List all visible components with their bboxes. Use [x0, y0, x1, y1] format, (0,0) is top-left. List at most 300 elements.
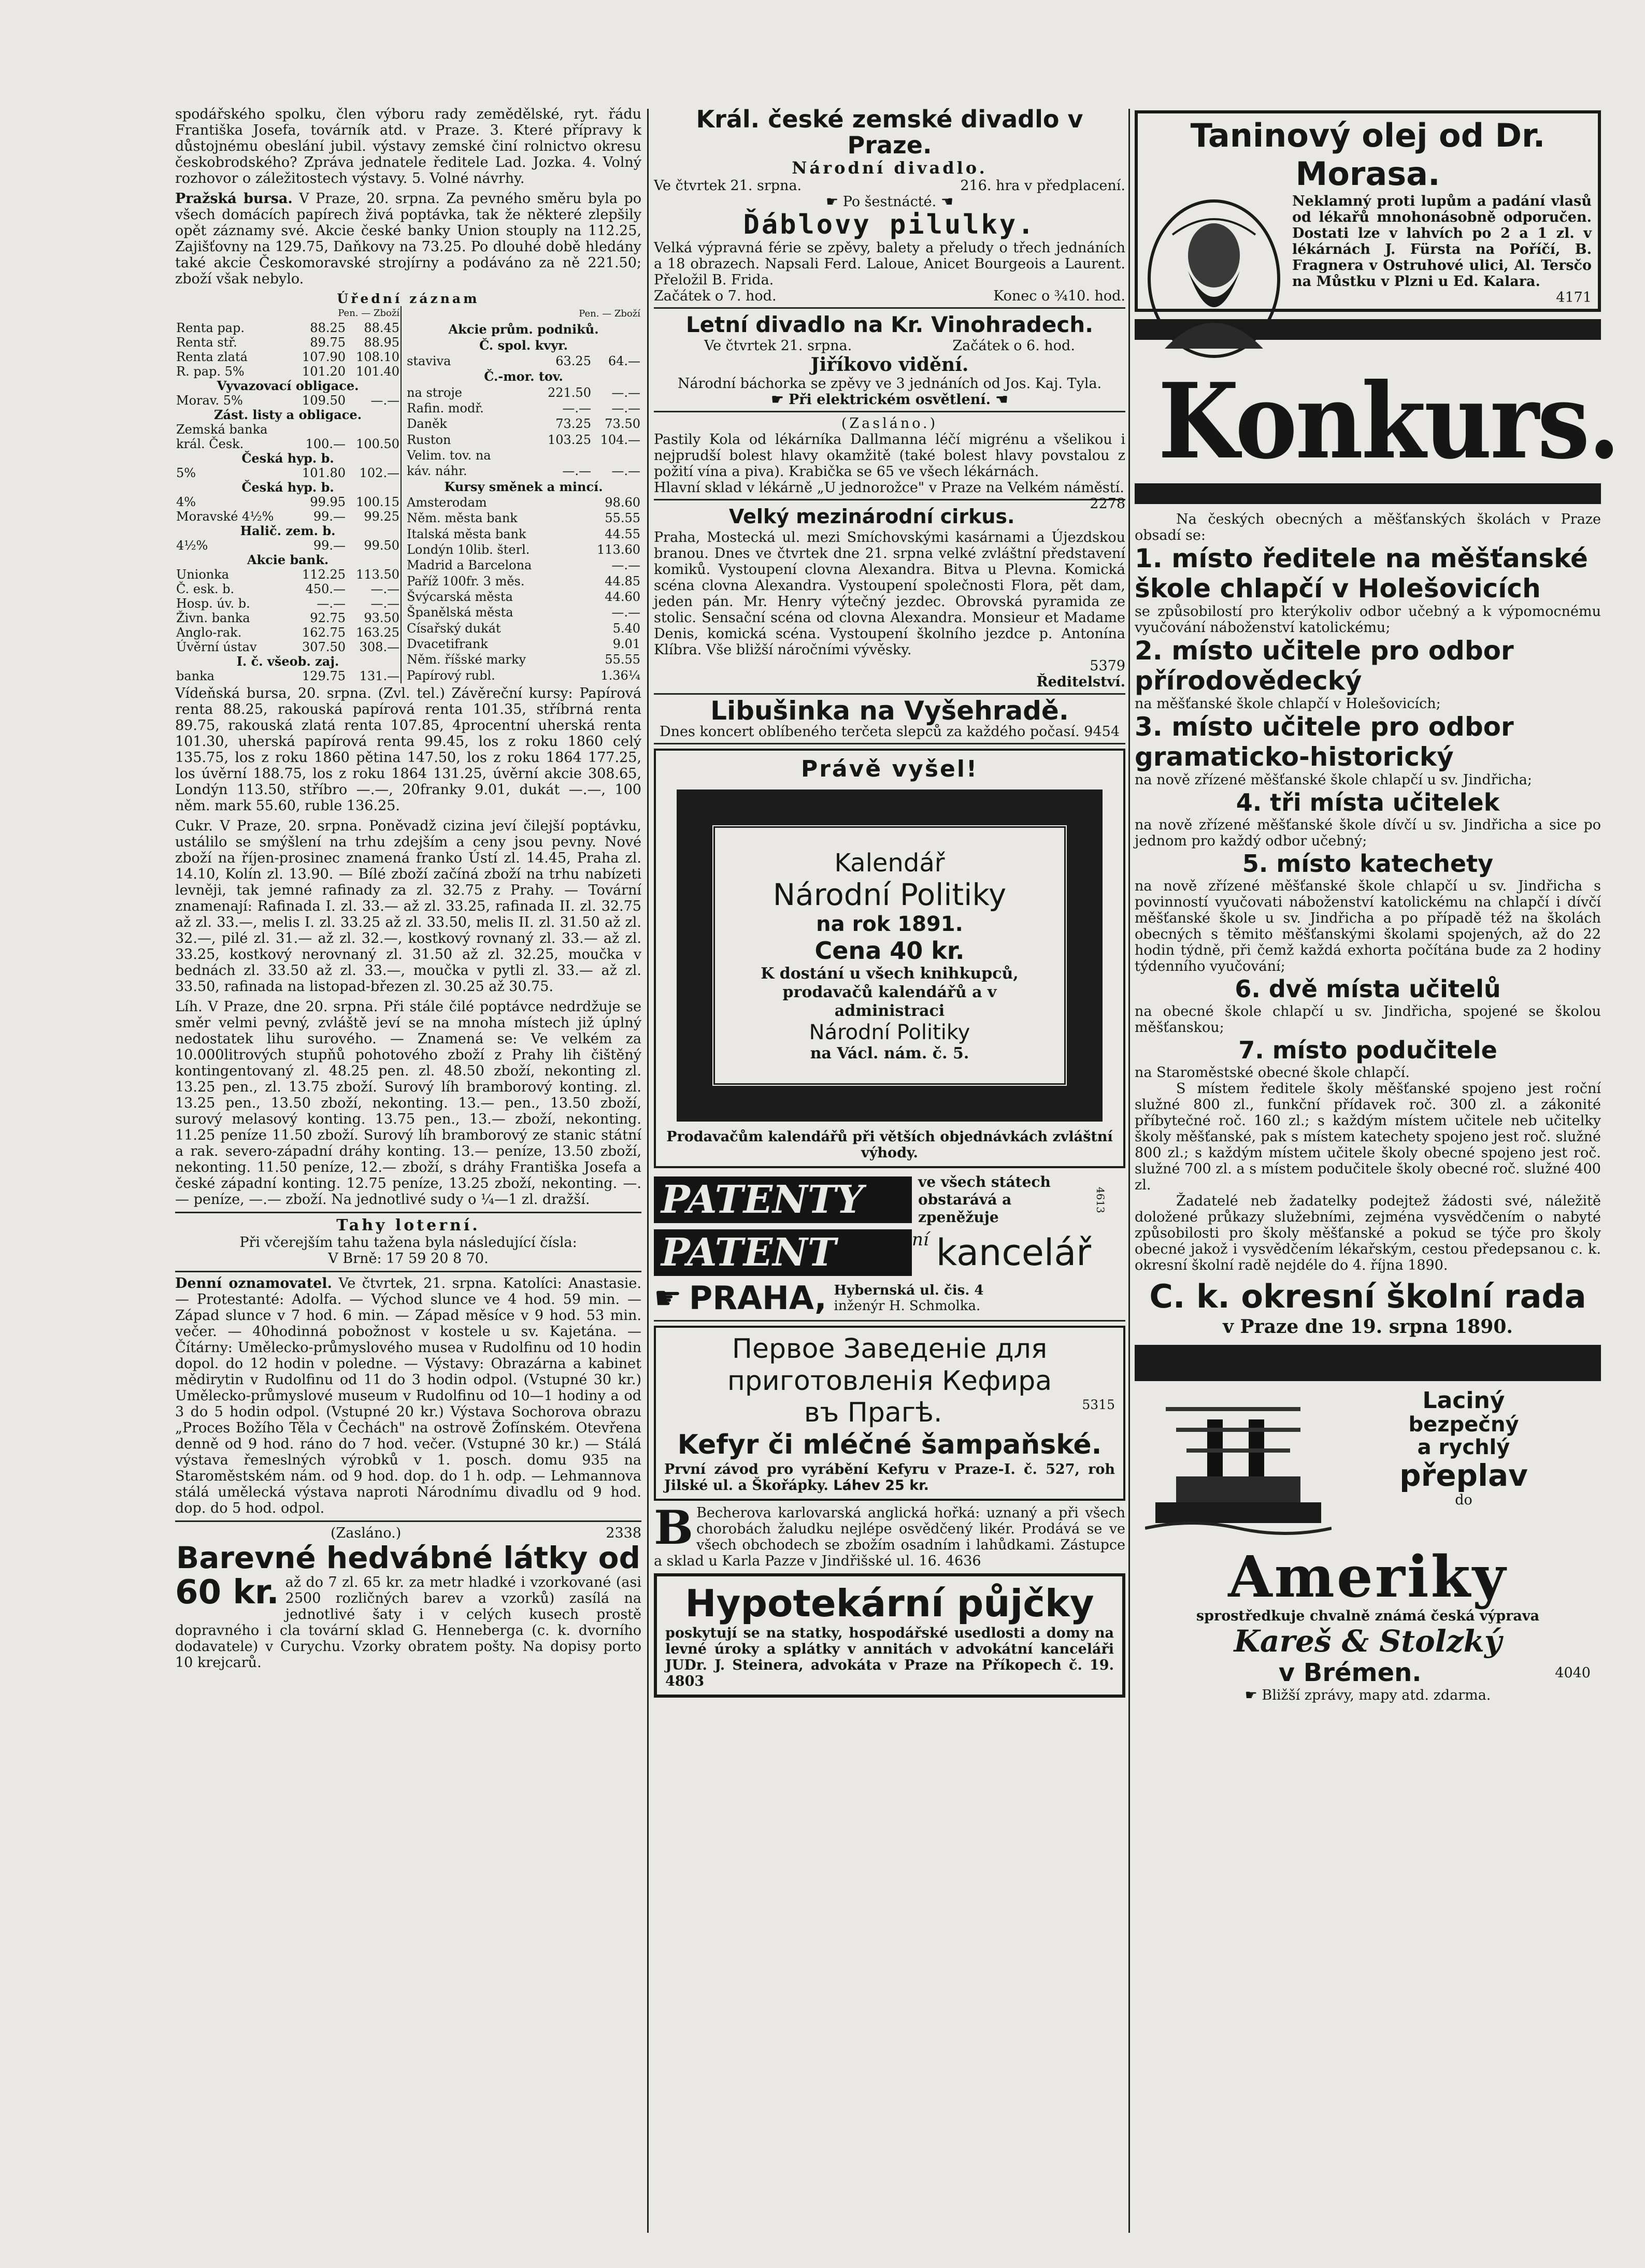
- table-row: [406, 385, 641, 400]
- sent-label: (Zasláno.): [841, 415, 938, 432]
- table-row: [175, 480, 401, 495]
- row-value: 103.25: [547, 432, 591, 447]
- row-label: Zemská banka: [176, 422, 268, 437]
- row-value: [592, 448, 641, 463]
- libusinka-title: Libušinka na Vyšehradě.: [710, 696, 1069, 726]
- table-row: [406, 636, 641, 652]
- kares-stolzky: Kareš & Stolzký: [1234, 1624, 1502, 1659]
- tannin-text: Neklamný proti lupům a padání vlasů od lékařů mnohonásobně odporučen. Dostati lze v lahvích po 2 a 1 zl. v lékárnách J. Fürsta na Poříčí, B. Fragnera v Ostruhové ulici, Al. Tersčo na Můstku v Plzni u Ed. Kalara.: [1292, 193, 1592, 290]
- theatre-subscription: 216. hra v předplacení.: [960, 178, 1125, 194]
- row-label: Papírový rubl.: [407, 668, 495, 683]
- bursa-title: Pražská bursa.: [175, 191, 293, 207]
- konkurs-item-2-text: na měšťanské škole chlapčí v Holešovicích;: [1135, 696, 1441, 712]
- silk-ad-text: až do 7 zl. 65 kr. za metr hladké i vzorkované (asi 2500 rozličných barev a vzorků) zasílá na jednotlivé šaty i v celých kusech prostě dopravného i cla tovární sklad G. Henneberga (c. k. dvorního dodavatele) v Curychu. Vzorky obratem pošty. Na dopisy porto 10 krejcarů.: [175, 1574, 641, 1671]
- rates-table-left: [175, 306, 402, 683]
- becher-ad: B Becherova karlovarská anglická hořká: uznaný a při všech chorobách žaludku nejlépe osvědčený likér. Prodává se ve všech obchodech se zbožím osadním i lahůdkami. Zástupce a sklad u Karla Pazze v Jindřišské ul. 16. 4636: [654, 1500, 1125, 1569]
- kefir-ru-2: приготовленiя Кефира: [727, 1366, 1052, 1397]
- row-label: Renta pap.: [176, 321, 245, 335]
- row-label: Akcie bank.: [247, 552, 329, 567]
- patent-suffix: ní: [912, 1229, 929, 1250]
- table-row: [406, 542, 641, 557]
- patenty-label: PATENTY: [654, 1176, 912, 1223]
- row-label: Rafin. modř.: [407, 401, 484, 416]
- konkurs-item-4: 4. tři místa učitelek: [1236, 788, 1500, 816]
- row-value: —.—: [611, 464, 640, 479]
- tannin-ad: [1135, 110, 1601, 312]
- ship-line-3: a rychlý: [1417, 1436, 1510, 1459]
- row-value: 163.25: [356, 625, 400, 640]
- row-label: Madrid a Barcelona: [407, 558, 532, 573]
- konkurs-signature: C. k. okresní školní rada: [1149, 1277, 1586, 1315]
- table-row: [175, 321, 401, 335]
- row-label: Ruston: [407, 432, 451, 447]
- patent-label: PATENT: [654, 1229, 912, 1276]
- table-row: [175, 495, 401, 509]
- row-value: 99.—: [313, 538, 346, 553]
- row-value: 88.25: [310, 321, 346, 335]
- kefir-ad: [654, 1326, 1125, 1501]
- row-label: Zást. listy a obligace.: [214, 407, 362, 422]
- row-value: 104.—: [600, 432, 640, 447]
- vienna-bursa: Vídeňská bursa, 20. srpna. (Zvl. tel.) Závěreční kursy: Papírová renta 88.25, rakouská papírová renta 101.35, stříbrná renta 89.75, rakouská zlatá renta 107.85, 4procentní uherská renta 101.30, uherská papírová renta 99.45, los z roku 1860 celý 135.75, los z roku 1860 pětina 147.50, los z roku 1864 177.25, los úvěrní 188.75, los z roku 1864 131.25, úvěrní akcie 308.65, Londýn 113.50, stříbro —.—, 20franky 9.01, dukát —.—, 100 něm. mark 55.60, ruble 136.25.: [175, 685, 641, 814]
- table-row: [406, 495, 641, 510]
- row-value: [543, 621, 592, 636]
- pointing-hand-icon: ☛: [771, 392, 789, 408]
- ship-line-1: Laciný: [1422, 1387, 1505, 1414]
- ad-number: 2338: [606, 1525, 641, 1541]
- row-value: 109.50: [302, 393, 346, 408]
- row-label: staviva: [407, 354, 451, 369]
- row-label: Něm. města bank: [407, 511, 518, 526]
- row-value: 98.60: [605, 495, 640, 510]
- circus-signature: Ředitelství.: [1036, 674, 1125, 690]
- pointing-hand-icon: ☚: [991, 392, 1008, 408]
- row-value: 73.25: [555, 417, 591, 432]
- row-value: 99.—: [313, 509, 346, 524]
- theatre-date: Ve čtvrtek 21. srpna.: [654, 178, 802, 194]
- ad-number: 9454: [1084, 724, 1120, 740]
- row-value: 108.10: [356, 350, 400, 364]
- announcer-title: Denní oznamovatel.: [175, 1275, 332, 1291]
- announcer-text: Ve čtvrtek, 21. srpna. Katolíci: Anastasie. — Protestanté: Adolfa. — Východ slunce ve 4 hod. 59 min. — Západ slunce v 7 hod. 6 min. — Západ měsíce v 9 hod. 53 min. večer. — 40hodinná pobožnost v kostele u sv. Kajetána. — Čítárny: Umělecko-průmyslového musea v Rudolfinu od 10 hodin dopol. do 12 hodin v poledne. — Výstavy: Obrazárna a kabinet mědirytin v Rudolfinu od 11 do 3 hodin odpol. (Vstupné 30 kr.) Umělecko-průmyslové museum v Rudolfinu od 10—1 hodiny a od 3 do 5 hodin odpol. (Vstupné 20 kr.) Výstava Sochorova obrazu „Proces Božího Těla v Čechách" na ostrově Žofínském. Otevřena denně od 9 hod. ráno do 7 hod. večer. (Vstupné 30 kr.) — Stálá výstava řemeslných výrobků v 1. posch. domu 935 na Staroměstském nám. od 9 hod. dop. do 1 h. odp. — Lehmannova stálá umělecká výstava naproti Národnímu divadlu od 9 hod. dop. do 5 hod. odpol.: [175, 1275, 641, 1516]
- table-row: [406, 400, 641, 416]
- row-value: 221.50: [547, 385, 591, 400]
- row-value: 107.90: [302, 350, 346, 364]
- calendar-year: na rok 1891.: [816, 912, 963, 936]
- table-row: [175, 451, 401, 466]
- table-row: [406, 322, 641, 337]
- patent-engineer: inženýr H. Schmolka.: [834, 1298, 981, 1314]
- ad-number: 4613: [1094, 1186, 1107, 1213]
- row-label: král. Česk.: [176, 437, 244, 451]
- row-value: 307.50: [302, 640, 346, 654]
- table-row: [406, 338, 641, 353]
- row-label: I. č. všeob. zaj.: [236, 654, 339, 669]
- table-row: [175, 379, 401, 393]
- summer-date: Ve čtvrtek 21. srpna.: [704, 338, 852, 354]
- table-row: [406, 448, 641, 463]
- konkurs-item-2: 2. místo učitele pro odbor přírodovědecký: [1135, 636, 1514, 696]
- row-value: —.—: [611, 558, 640, 573]
- calendar-where: K dostání u všech knihkupců, prodavačů kalendářů a v administraci: [761, 965, 1019, 1020]
- row-label: Kursy směnek a mincí.: [444, 479, 603, 494]
- row-value: —.—: [611, 605, 640, 620]
- hypo-text: poskytují se na statky, hospodářské usedlosti a domy na levné úroky a splátky v annitách v advokátní kanceláři JUDr. J. Steinera, advokáta v Praze na Příkopech č. 19.: [665, 1625, 1114, 1673]
- row-label: banka: [176, 669, 214, 683]
- table-row: [406, 479, 641, 495]
- ad-number: 5379: [1090, 658, 1125, 674]
- row-value: 113.50: [356, 567, 400, 582]
- kefir-title: Kefyr či mléčné šampaňské.: [677, 1429, 1102, 1460]
- table-row: [406, 652, 641, 667]
- row-value: —.—: [562, 401, 591, 416]
- row-value: 73.50: [605, 417, 640, 432]
- column-rule-1: [647, 109, 649, 2233]
- table-row: [406, 463, 641, 479]
- row-value: 308.—: [359, 640, 400, 654]
- tannin-title: Taninový olej od Dr. Morasa.: [1190, 117, 1546, 193]
- table-row: [175, 509, 401, 524]
- konkurs-item-3: 3. místo učitele pro odbor gramaticko-historický: [1135, 712, 1514, 772]
- table-row: [406, 432, 641, 448]
- ad-number: 2278: [1090, 496, 1125, 512]
- official-record-title: Úřední záznam: [337, 291, 480, 306]
- summer-start: Začátek o 6. hod.: [952, 338, 1075, 354]
- table-row: [175, 408, 401, 422]
- ameriky-title: Ameriky: [1228, 1543, 1508, 1610]
- konkurs-item-7: 7. místo podučitele: [1238, 1036, 1497, 1064]
- table-row: [175, 567, 401, 582]
- table-row: [175, 364, 401, 379]
- row-value: 93.50: [364, 611, 400, 625]
- ship-agent-text: sprostředkuje chvalně známá česká výprava: [1196, 1608, 1540, 1624]
- table-row: [175, 582, 401, 596]
- row-label: Daněk: [407, 417, 447, 432]
- patent-ad: [654, 1173, 1125, 1317]
- row-value: 92.75: [310, 611, 346, 625]
- table-row: [175, 611, 401, 625]
- row-label: Renta stř.: [176, 335, 237, 350]
- pastily-ad: Pastily Kola od lékárníka Dallmanna léčí migrénu a všelikou i nejprudší bolest hlavy okamžitě (také bolest hlavy povstalou z požití vína a piva). Krabička se 65 ve všech lékárnách.: [654, 432, 1125, 480]
- patent-address: Hybernská ul. čis. 4: [834, 1282, 984, 1298]
- row-value: [543, 557, 592, 573]
- row-value: 101.20: [302, 364, 346, 379]
- konkurs-intro: Na českých obecných a měšťanských školách v Praze obsadí se:: [1135, 511, 1601, 543]
- summer-play-desc: Národní báchorka se zpěvy ve 3 jednáních od Jos. Kaj. Tyla.: [677, 376, 1102, 392]
- table-row: [175, 625, 401, 640]
- row-value: 55.55: [605, 511, 640, 526]
- bearded-man-portrait: [1144, 193, 1284, 364]
- kefir-price: Láhev 25 kr.: [833, 1477, 929, 1494]
- row-label: Švýcarská města: [407, 590, 513, 605]
- row-value: [293, 422, 347, 437]
- row-value: [543, 652, 592, 667]
- row-value: [543, 510, 592, 526]
- hypo-ad: [654, 1573, 1125, 1698]
- row-value: [543, 668, 592, 683]
- table-row: [406, 526, 641, 542]
- calendar-address: na Václ. nám. č. 5.: [810, 1044, 969, 1063]
- konkurs-item-5: 5. místo katechety: [1242, 850, 1494, 878]
- kancelar-label: kancelář: [936, 1231, 1092, 1274]
- row-value: 44.85: [605, 573, 640, 588]
- row-value: [543, 495, 592, 510]
- row-label: R. pap. 5%: [176, 364, 245, 379]
- table-row: [175, 466, 401, 480]
- row-label: Vyvazovací obligace.: [217, 378, 359, 393]
- electric-light: Při elektrickém osvětlení.: [788, 392, 991, 408]
- row-label: Hosp. úv. b.: [176, 596, 250, 611]
- kefir-text: První závod pro vyrábění Kefyru v Praze-I. č. 527, roh Jilské ul. a Škořápky.: [664, 1461, 1115, 1494]
- table-row: [406, 621, 641, 636]
- table-header: Pen. — Zboží: [579, 308, 640, 320]
- table-row: [406, 557, 641, 573]
- table-row: [406, 605, 641, 620]
- row-value: —.—: [370, 596, 400, 611]
- silk-ad-title: Barevné hedvábné látky od: [176, 1540, 641, 1575]
- lottery-title: Tahy loterní.: [336, 1216, 480, 1235]
- row-label: Úvěrní ústav: [176, 640, 257, 654]
- row-label: Unionka: [176, 567, 230, 582]
- row-value: 113.60: [597, 542, 640, 557]
- kefir-ru-3: въ Прагѣ.: [804, 1397, 942, 1428]
- row-value: 131.—: [359, 669, 400, 683]
- table-row: [175, 596, 401, 611]
- bursa-text: V Praze, 20. srpna. Za pevného směru byla po všech domácích papírech živá poptávka, tak že některé zlepšily opět záznamy své. Akcie české banky Union stouply na 112.25, Zajišťovny na 129.75, Daňkovy na 73.25. Po dlouhé době hledány také akcie Českomoravské strojírny a podáváno za ně 221.50; zboží však nebylo.: [175, 191, 641, 287]
- table-row: [406, 353, 641, 369]
- table-row: [175, 524, 401, 538]
- row-value: [543, 526, 592, 542]
- ship-more-info: Bližší zprávy, mapy atd. zdarma.: [1262, 1687, 1491, 1703]
- table-row: [175, 654, 401, 669]
- pastily-store: Hlavní sklad v lékárně „U jednorožce" v Praze na Velkém náměstí. 2278: [654, 480, 1125, 512]
- row-value: 99.25: [364, 509, 400, 524]
- row-value: 99.50: [364, 538, 400, 553]
- table-row: [406, 510, 641, 526]
- row-label: na stroje: [407, 385, 462, 400]
- table-row: [175, 393, 401, 408]
- calendar-inner: [711, 824, 1068, 1087]
- row-value: [543, 448, 592, 463]
- row-value: 44.55: [605, 526, 640, 541]
- row-value: 101.80: [302, 466, 346, 480]
- row-label: Morav. 5%: [176, 393, 243, 408]
- row-label: Italská města bank: [407, 526, 526, 541]
- row-label: Živn. banka: [176, 611, 250, 625]
- silk-price: 60 kr.: [175, 1573, 279, 1612]
- steamship-icon: [1145, 1388, 1332, 1544]
- row-label: 4½%: [176, 538, 208, 553]
- theatre-repeat: ☛ Po šestnácté. ☚: [825, 194, 954, 210]
- sent-label: (Zasláno.): [331, 1525, 402, 1541]
- pointing-hand-icon: ☚: [936, 194, 954, 210]
- row-value: 1.36¼: [600, 668, 640, 683]
- konkurs-item-5-text: na nově zřízené měšťanské škole chlapčí u sv. Jindřicha s povinností vyučovati náboženství katolickému na chlapčí i dívčí měšťanské škole u sv. Jindřicha a po případě též na školách obecných s těmito měšťanskými školami spojených, až do 22 hodin týdně, při čemž každá exhorta počítána bude za 2 hodiny týdenního vyučování;: [1135, 878, 1601, 974]
- row-value: 55.55: [605, 652, 640, 667]
- row-value: 100.50: [356, 437, 400, 451]
- play-start: Začátek o 7. hod.: [654, 288, 777, 304]
- konkurs-item-6: 6. dvě místa učitelů: [1235, 975, 1501, 1003]
- row-value: 102.—: [359, 466, 400, 480]
- row-label: Amsterodam: [407, 495, 487, 510]
- calendar-admin: Národní Politiky: [809, 1021, 970, 1044]
- play-description: Velká výpravná férie se zpěvy, balety a přeludy o třech jednáních a 18 obrazech. Napsali Ferd. Laloue, Anicet Bourgeois a Laurent. Přeložil B. Frida.: [654, 240, 1125, 288]
- konkurs-title: Konkurs.: [1158, 361, 1619, 482]
- row-value: 9.01: [612, 637, 640, 652]
- row-label: Moravské 4½%: [176, 509, 274, 524]
- row-value: —.—: [317, 596, 346, 611]
- row-value: —.—: [562, 464, 591, 479]
- row-label: Císařský dukát: [407, 621, 501, 636]
- rates-table-right: [406, 306, 641, 683]
- spirits-report: Líh. V Praze, dne 20. srpna. Při stále čilé poptávce nedrdžuje se směr velmi pevný, zvláště jeví se na mnoha místech již úplný nedostatek lihu surového. — Znamená se: Ve velkém za 10.000litrových stupňů pohotového zboží z Prahy lih čištěný kontingentovaný zl. 48.25 pen. zl. 48.50 zboží, nekonting zl. 13.25 pen., zl. 13.75 zboží. Surový líh bramborový konting. zl. 13.25 pen., 13.50 zboží, nekonting. 13.— pen., 13.50 zboží, surový melasový konting. 13.75 pen., 13.— zboží, nekonting. 11.25 peníze 11.50 zboží. Surový líh bramborový ze stanic státní a rak. severo-západní dráhy konting. 13.— peníze, 13.50 zboží, nekonting. 11.50 peníze, 12.— zboží, s dráhy Františka Josefa a české západní konting. 12.75 peníze, 13.25 zboží, nekonting. —.— peníze, —.— zboží. Na jednotlivé sudy o ¼—1 zl. dražší.: [175, 999, 641, 1208]
- hypo-title: Hypotekární půjčky: [685, 1582, 1094, 1625]
- konkurs-body-2: Žadatelé neb žadatelky podejtež žádosti své, náležitě doložené průkazy služebními, zejména vysvědčením o nabyté způsobilosti pro školy měšťanské a pokud se týče pro školy obecné jakož i vysvědčením lékařským, cestou předepsanou c. k. okresní školní radě nejdéle do 4. října 1890.: [1135, 1193, 1601, 1273]
- row-label: Česká hyp. b.: [241, 480, 334, 495]
- just-published: Právě vyšel!: [800, 756, 979, 782]
- row-value: 129.75: [302, 669, 346, 683]
- column-rule-2: [1128, 109, 1130, 2233]
- table-row: [406, 416, 641, 432]
- row-value: 63.25: [555, 354, 591, 369]
- national-theatre: Národní divadlo.: [792, 158, 988, 178]
- row-value: 112.25: [302, 567, 346, 582]
- libusinka-text: Dnes koncert oblíbeného terčeta slepců za každého počasí. 9454: [660, 724, 1120, 740]
- konkurs-item-4-text: na nově zřízené měšťanské škole dívčí u sv. Jindřicha a sice po jednom pro každý odbor učebný;: [1135, 817, 1601, 849]
- row-value: 99.95: [310, 495, 346, 509]
- row-value: 88.95: [364, 335, 400, 350]
- table-row: [175, 422, 401, 437]
- column-1: [175, 106, 641, 1671]
- row-value: [543, 605, 592, 620]
- ad-number: 4803: [665, 1673, 705, 1689]
- konkurs-item-1: 1. místo ředitele na měšťanské škole chlapčí v Holešovicích: [1135, 543, 1588, 604]
- summer-theatre-title: Letní divadlo na Kr. Vinohradech.: [685, 312, 1094, 337]
- pointing-hand-icon: ☛: [825, 194, 843, 210]
- konkurs-item-3-text: na nově zřízené měšťanské škole chlapčí u sv. Jindřicha;: [1135, 772, 1532, 788]
- decorative-band: [1135, 483, 1601, 504]
- row-value: 89.75: [310, 335, 346, 350]
- ad-number: 4040: [1555, 1664, 1591, 1681]
- calendar-name: Národní Politiky: [773, 877, 1007, 912]
- table-row: [175, 669, 401, 683]
- ad-number: 4171: [1556, 290, 1592, 306]
- konkurs-item-6-text: na obecné škole chlapčí u sv. Jindřicha, spojené se školou měšťanskou;: [1135, 1003, 1601, 1036]
- kefir-ru-1: Первое Заведенiе для: [732, 1333, 1048, 1365]
- sugar-report: Cukr. V Praze, 20. srpna. Poněvadž cizina jeví čilejší poptávku, ustálilo se smýšlení na trhu zdejším a ceny jsou pevny. Nové zboží na říjen-prosinec znamená franko Ústí zl. 14.45, Praha zl. 14.10, Kolín zl. 13.90. — Bílé zboží začíná zboží na trhu nabízeti levněji, tak jemné rafinady za zl. 32.75 z Prahy. — Tovární znamenají: Rafinada I. zl. 33.— až zl. 33.25, rafinada II. zl. 32.75 až zl. 33.—, melis I. zl. 33.25 až zl. 33.50, melis II. zl. 31.50 až zl. 32.—, pilé zl. 31.— až zl. 32.—, kostkový rovnaný zl. 33.— až zl. 33.25, kostkový nerovnaný zl. 31.50 až zl. 32.25, moučka v bednách zl. 33.50 až zl. 33.—, moučka v pytli zl. 33.— až zl. 33.50, rafinada na listopad-březen zl. 30.25 až 30.75.: [175, 818, 641, 995]
- row-value: [543, 573, 592, 589]
- table-row: [175, 640, 401, 654]
- row-value: 450.—: [305, 582, 346, 596]
- row-value: 5.40: [612, 621, 640, 636]
- table-row: [406, 668, 641, 683]
- ship-line-4: přeplav: [1399, 1458, 1528, 1493]
- row-value: 64.—: [608, 354, 640, 369]
- row-label: Renta zlatá: [176, 350, 248, 364]
- pointing-hand-icon: ☛: [1245, 1687, 1262, 1703]
- column-3: [1135, 106, 1619, 1703]
- row-value: 100.15: [356, 495, 400, 509]
- row-label: Velim. tov. na: [407, 448, 491, 463]
- row-label: Č. esk. b.: [176, 582, 235, 596]
- calendar-footer: Prodavačům kalendářů při větších objednávkách zvláštní výhody.: [666, 1129, 1113, 1161]
- row-label: 4%: [176, 495, 196, 509]
- bremen: v Brémen.: [1278, 1658, 1422, 1687]
- ad-number: 5315: [1082, 1397, 1115, 1412]
- row-value: 162.75: [302, 625, 346, 640]
- lottery-sub: Při včerejším tahu tažena byla následující čísla:: [239, 1235, 577, 1251]
- decorative-band: [1135, 1345, 1601, 1381]
- row-label: Halič. zem. b.: [240, 523, 336, 538]
- calendar-price: Cena 40 kr.: [814, 937, 965, 965]
- summer-play: Jiříkovo vidění.: [810, 354, 969, 376]
- ship-line-5: do: [1455, 1492, 1472, 1508]
- pointing-hand-icon: ☛: [654, 1280, 682, 1316]
- patenty-side: ve všech státech obstarává a zpeněžuje: [918, 1173, 1051, 1226]
- table-row: [175, 553, 401, 567]
- row-value: 44.60: [605, 590, 640, 605]
- praha-label: PRAHA,: [689, 1279, 827, 1317]
- circus-text: Praha, Mostecká ul. mezi Smíchovskými kasárnami a Újezdskou branou. Dnes ve čtvrtek dne 21. srpna velké zvláštní představení komiků. Vystoupení clovna Alexandra. Bitva u Plevna. Komická scéna clovna Alexandra. Vystoupení společnosti Flora, pět dam, jeden pán. Mr. Henry výtečný jezdec. Obrovská pyramida ze stolic. Sensační scéna od clovna Alexandra. Monsieur et Madame Denis, komická scéna. Vystoupení školního jezdce p. Antonína Klíbra. Vše bližší náročními vývěsky.: [654, 529, 1125, 658]
- meeting-agenda: spodářského spolku, člen výboru rady zemědělské, ryt. řádu Františka Josefa, továrník atd. v Praze. 3. Které přípravy k důstojnému obeslání jubil. výstavy zemské činí rolnictvo okresu českobrodského? Zpráva jednatele ředitele Lad. Jozka. 4. Volný rozhovor o záležitostech výstavy. 5. Volné návrhy.: [175, 106, 641, 186]
- row-label: Č. spol. kvyr.: [479, 337, 568, 353]
- ameriky-ad: [1135, 1388, 1601, 1703]
- table-row: [175, 335, 401, 350]
- row-label: Španělská města: [407, 605, 513, 620]
- row-label: Londýn 10lib. šterl.: [407, 542, 530, 557]
- table-row: [175, 350, 401, 364]
- row-value: —.—: [370, 582, 400, 596]
- row-value: 100.—: [305, 437, 346, 451]
- ship-line-2: bezpečný: [1408, 1413, 1519, 1437]
- table-header: Pen. — Zboží: [338, 308, 400, 319]
- table-row: [406, 369, 641, 384]
- row-label: Č.-mor. tov.: [484, 369, 563, 384]
- rates-table: [175, 306, 641, 683]
- row-label: Dvacetifrank: [407, 637, 488, 652]
- konkurs-date: v Praze dne 19. srpna 1890.: [1223, 1316, 1513, 1338]
- table-row: [406, 573, 641, 589]
- table-row: [175, 538, 401, 553]
- column-2: [654, 106, 1125, 1702]
- calendar-frame: [677, 790, 1103, 1122]
- ad-number: 4636: [945, 1553, 981, 1569]
- row-label: Česká hyp. b.: [241, 451, 334, 466]
- konkurs-body: S místem ředitele školy měšťanské spojeno jest roční služné 800 zl., funkční přídavek roč. 300 zl. a zákonité příbytečné roč. 160 zl.; s každým místem učitele neb učitelky školy měšťanské, pak s místem katechety spojeno jest roč. služné 800 zl.; s každým místem učitele školy obecné spojeno jest roč. služné 700 zl. a s místem podučitele školy obecné roč. služné 400 zl.: [1135, 1081, 1601, 1193]
- row-label: Paříž 100fr. 3 měs.: [407, 573, 525, 588]
- row-value: 101.40: [356, 364, 400, 379]
- table-row: [406, 589, 641, 605]
- row-value: [543, 589, 592, 605]
- circus-title: Velký mezinárodní cirkus.: [728, 505, 1015, 528]
- row-value: [347, 422, 401, 437]
- table-row: [175, 437, 401, 451]
- row-value: [543, 636, 592, 652]
- row-label: 5%: [176, 466, 196, 480]
- row-value: —.—: [611, 401, 640, 416]
- row-value: —.—: [611, 385, 640, 400]
- row-value: 88.45: [364, 321, 400, 335]
- calendar-word: Kalendář: [834, 849, 945, 878]
- play-title: Ďáblovy pilulky.: [743, 209, 1036, 240]
- row-label: káv. náhr.: [407, 464, 467, 479]
- play-end: Konec o ¾10. hod.: [993, 288, 1125, 304]
- calendar-ad: [654, 749, 1125, 1168]
- row-label: Akcie prům. podniků.: [448, 322, 599, 337]
- theatre-title: Král. české zemské divadlo v Praze.: [696, 105, 1083, 159]
- row-value: [543, 542, 592, 557]
- row-label: Něm. říšské marky: [407, 652, 526, 667]
